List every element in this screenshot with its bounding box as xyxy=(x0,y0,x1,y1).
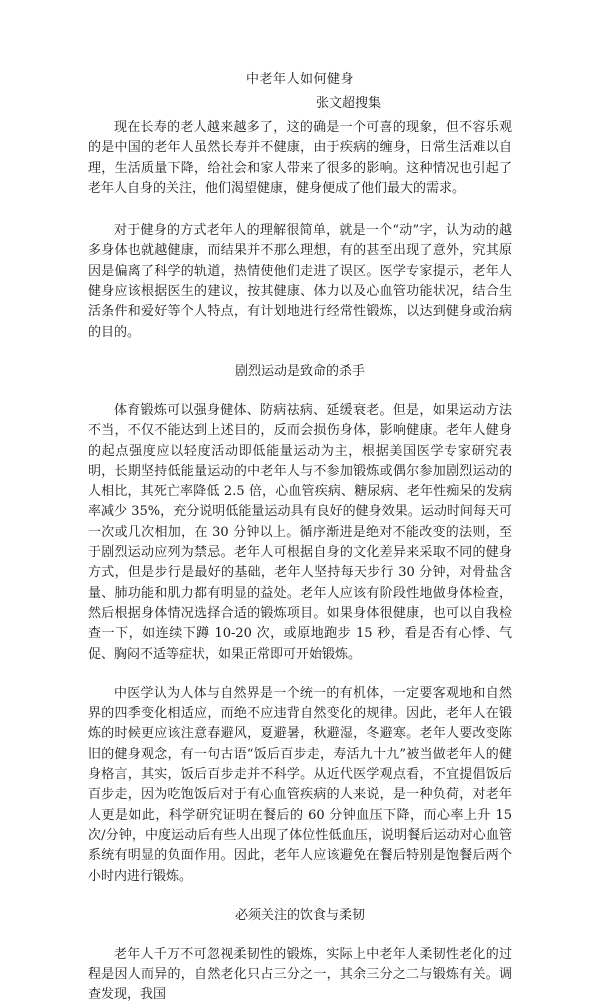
document-page xyxy=(88,70,512,1006)
paragraph-intro: 现在长寿的老人越来越多了，这的确是一个可喜的现象，但不容乐观的是中国的老年人虽然长寿并不健康，由于疾病的缠身，日常生活难以自理，生活质量下降，给社会和家人带来了很多的影响。这种情况也引起了老年人自身的关注，他们渴望健康，健身便成了他们最大的需求。 xyxy=(88,120,512,196)
paragraph-spacer xyxy=(88,343,512,362)
document-author: 张文超搜集 xyxy=(316,96,382,111)
paragraph-chinese-medicine: 中医学认为人体与自然界是一个统一的有机体，一定要客观地和自然界的四季变化相适应，而绝不应违背自然变化的规律。因此，老年人在锻炼的时候更应该注意春避风，夏避暑，秋避湿，冬避寒。老年人要改变陈旧的健身观念，有一句古语“饭后百步走，寿活九十九”被当做老年人的健身格言，其实，饭后百步走并不科学。从近代医学观点看，不宜提倡饭后百步走，因为吃饱饭后对于有心血管疾病的人来说，是一种负荷，对老年人更是如此，科学研究证明在餐后的 60 分钟血压下降，而心率上升 15 次/分钟，中度运动后有些人出现了体位性低血压，说明餐后运动对心血管系统有明显的负面作用。因此，老年人应该避免在餐后特别是饱餐后两个小时内进行锻炼。 xyxy=(88,685,512,884)
paragraph-spacer xyxy=(88,887,512,906)
section-heading-diet-flexibility: 必须关注的饮食与柔韧 xyxy=(234,907,365,923)
paragraph-exercise-approach: 对于健身的方式老年人的理解很简单，就是一个“动”字，认为动的越多身体也就越健康，而结果并不那么理想，有的甚至出现了意外，究其原因是偏离了科学的轨道，热情使他们走进了误区。医学专家提示，老年人健身应该根据医生的建议，按其健康、体力以及心血管功能状况，结合生活条件和爱好等个人特点，有计划地进行经常性锻炼，以达到健身或治病的目的。 xyxy=(88,223,512,340)
paragraph-spacer xyxy=(88,382,512,401)
document-title: 中老年人如何健身 xyxy=(245,72,354,87)
paragraph-physical-exercise: 体育锻炼可以强身健体、防病祛病、延缓衰老。但是，如果运动方法不当，不仅不能达到上述目的，反而会损伤身体，影响健康。老年人健身的起点强度应以轻度活动即低能量运动为主，根据美国医学专家研究表明，长期坚持低能量运动的中老年人与不参加锻炼或偶尔参加剧烈运动的人相比，其死亡率降低 2.5 倍，心血管疾病、糖尿病、老年性痴呆的发病率减少 35%，充分说明低能量运动具有良好的健身效果。运动时间每天可一次或几次相加，在 30 分钟以上。循序渐进是绝对不能改变的法则，至于剧烈运动应列为禁忌。老年人可根据自身的文化差异来采取不同的健身方式，但是步行是最好的基础，老年人坚持每天步行 30 分钟，对骨盐含量、肺功能和肌力都有明显的益处。老年人应该有阶段性地做身体检查，然后根据身体情况选择合适的锻炼项目。如果身体很健康，也可以自我检查一下，如连续下蹲 10-20 次，或原地跑步 15 秒，看是否有心悸、气促、胸闷不适等症状，如果正常即可开始锻炼。 xyxy=(88,402,512,662)
paragraph-flexibility: 老年人千万不可忽视柔韧性的锻炼，实际上中老年人柔韧性老化的过程是因人而异的，自然老化只占三分之一，其余三分之二与锻炼有关。调查发现，我国 xyxy=(88,946,512,1003)
paragraph-spacer xyxy=(88,199,512,221)
section-heading-intense-exercise: 剧烈运动是致命的杀手 xyxy=(234,363,365,379)
paragraph-spacer xyxy=(88,665,512,684)
paragraph-spacer xyxy=(88,926,512,945)
